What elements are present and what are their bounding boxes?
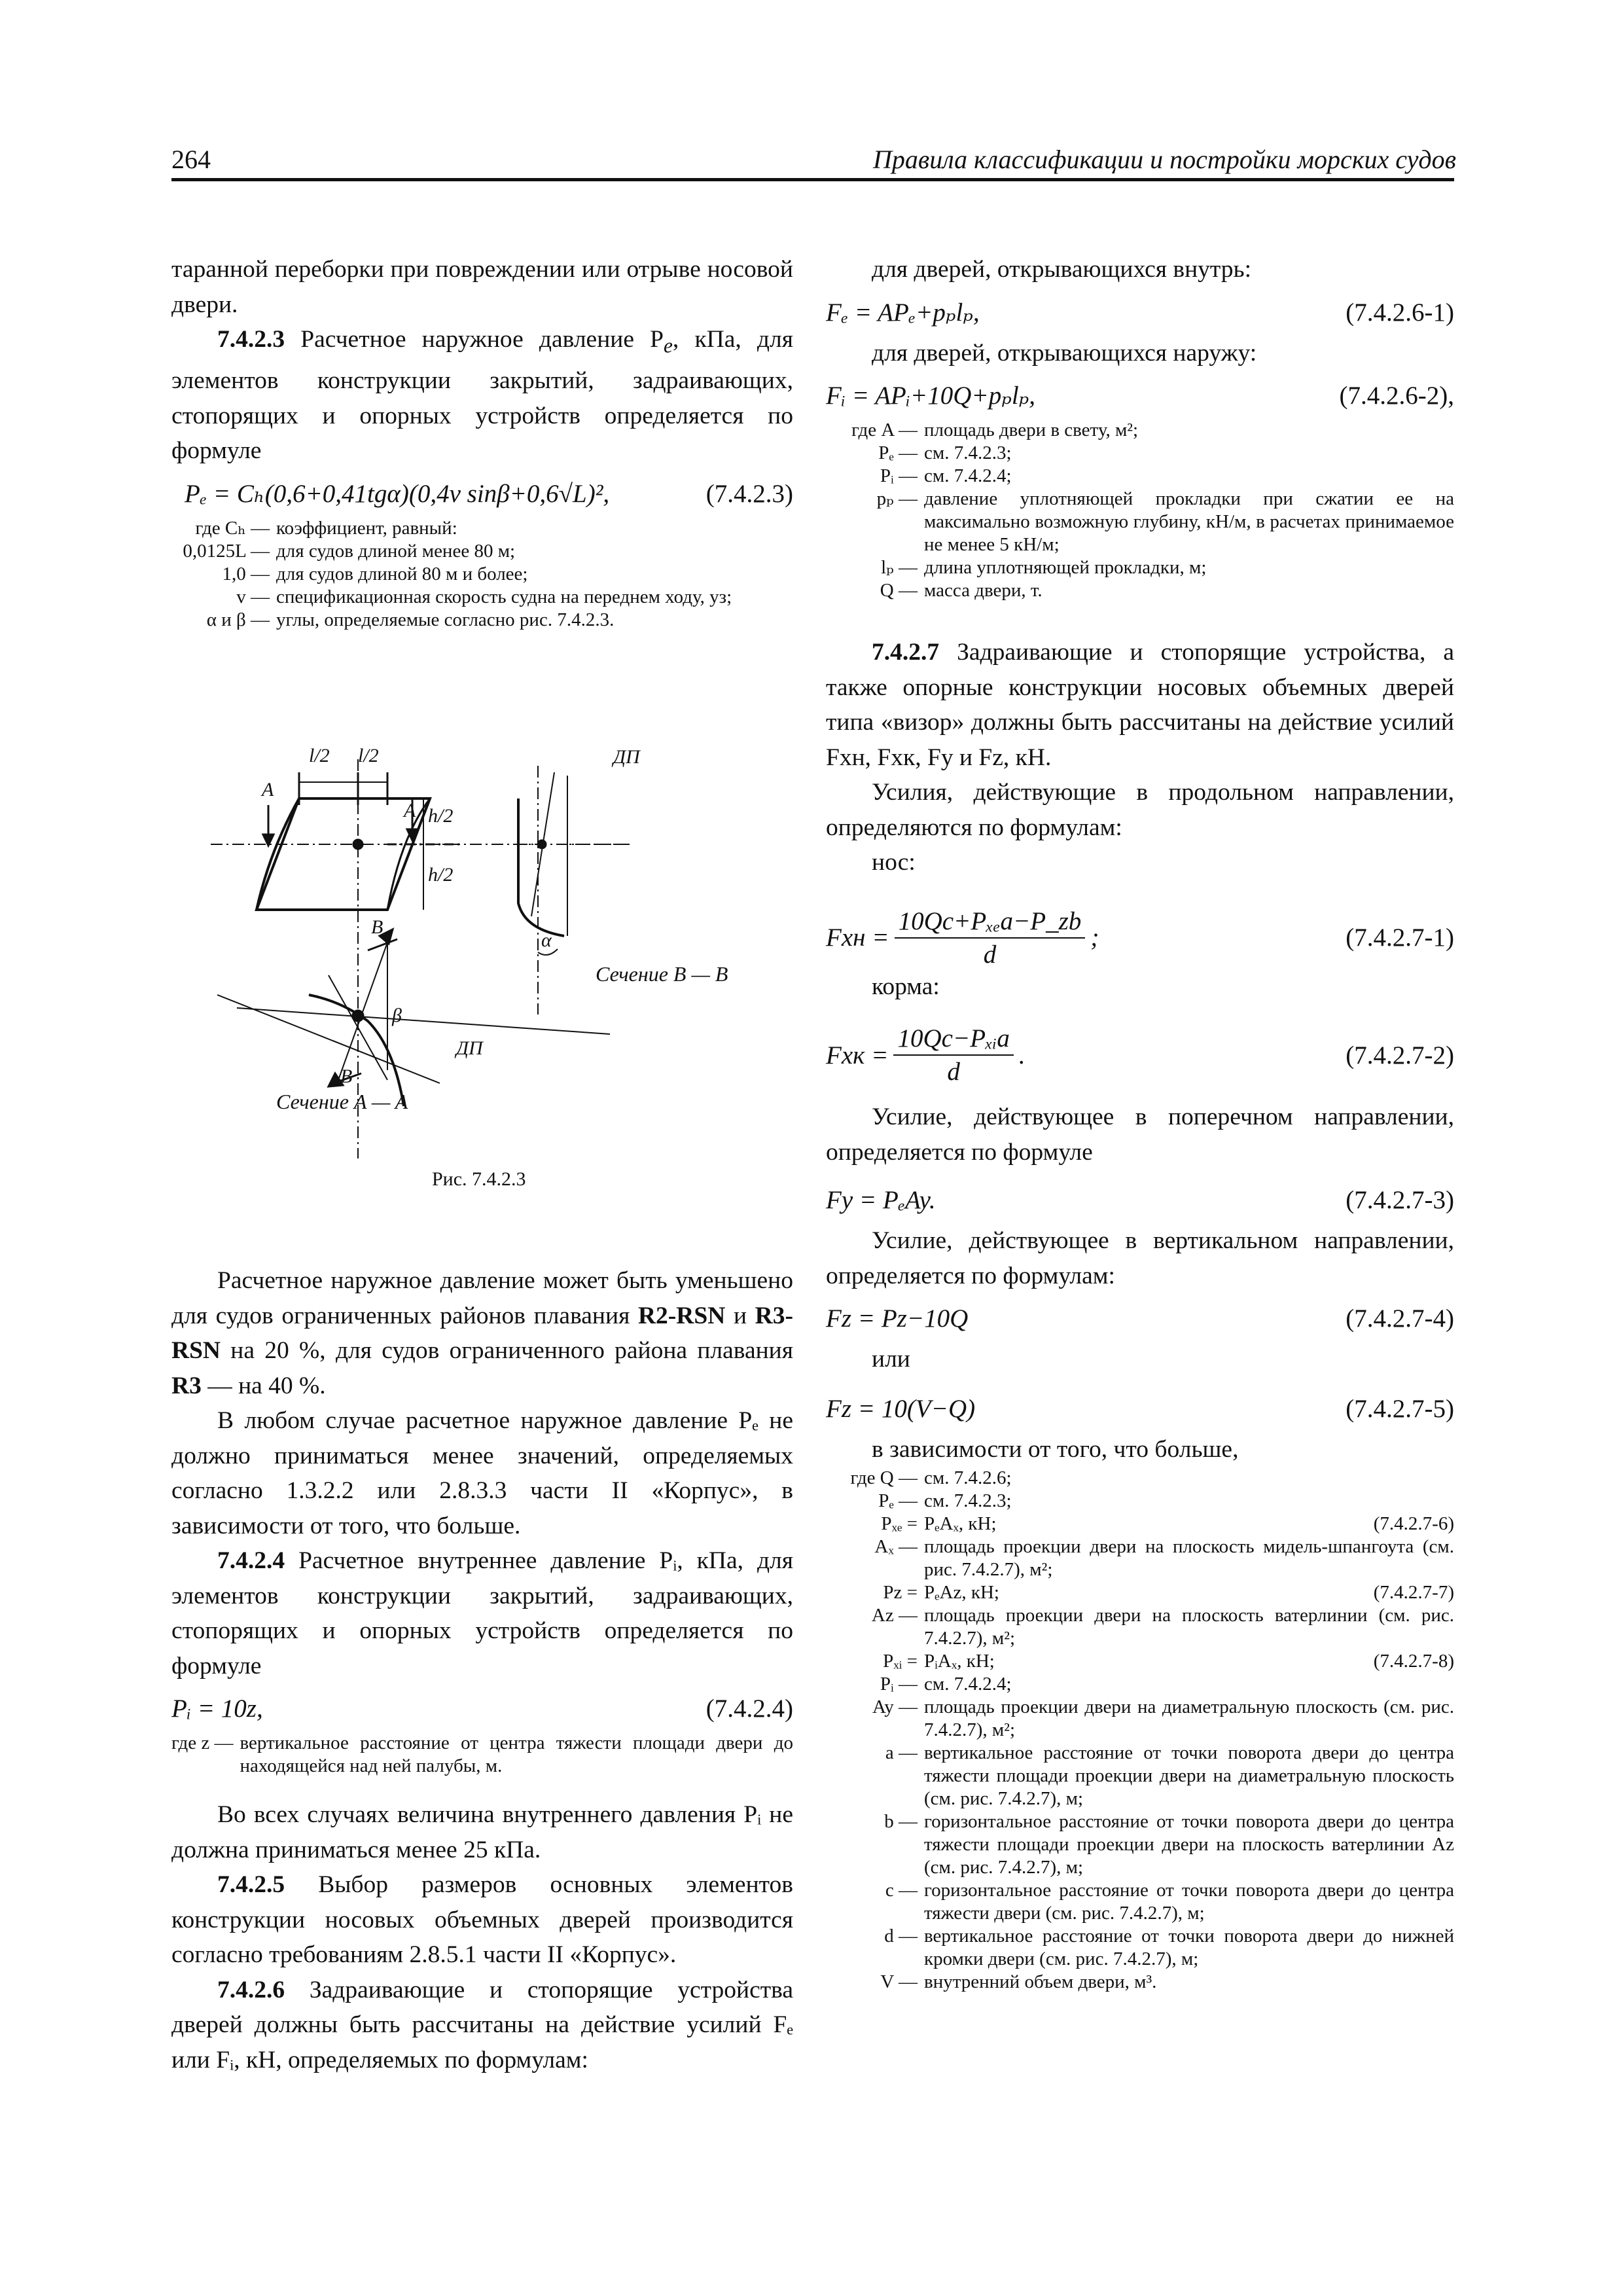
numerator: 10Qc−Pₓᵢa [893, 1024, 1013, 1056]
where-desc: вертикальное расстояние от точки поворота двери до нижней кромки двери (см. рис. 7.4.2.7), м; [924, 1926, 1454, 1969]
label-alpha: α [541, 929, 552, 951]
spacer [826, 602, 1454, 635]
section-b-caption: Сечение B — B [596, 962, 728, 986]
where-desc: см. 7.4.2.3; [924, 442, 1012, 463]
section-a-view [217, 929, 610, 1106]
where-desc: вертикальное расстояние от точки поворота двери до центра тяжести площади проекции двери на диаметральную плоскость (см. рис. 7.4.2.7), м; [924, 1742, 1454, 1809]
where-row [826, 419, 1454, 442]
where-key: 0,0125L — [183, 540, 270, 562]
text: Расчетное наружное давление может быть уменьшено для судов ограниченных районов плавания [171, 1267, 793, 1329]
where-key: lₚ — [881, 557, 918, 578]
paragraph: для дверей, открывающихся внутрь: [872, 256, 1252, 283]
left-column-lower [171, 1263, 793, 2077]
text: Выбор размеров основных элементов конструкции носовых объемных дверей производится согласно требованиям 2.8.5.1 части II «Корпус». [171, 1871, 793, 1968]
equation-number: (7.4.2.3) [705, 479, 793, 508]
where-key: a — [885, 1742, 918, 1763]
label-a: A [404, 800, 416, 821]
paragraph-7-4-2-3 [171, 322, 793, 469]
where-key: Pᵢ — [880, 1674, 918, 1695]
section-point [538, 840, 546, 848]
clause-number: 7.4.2.7 [872, 639, 940, 666]
where-row [171, 1732, 793, 1778]
where-key: V — [880, 1971, 918, 1992]
where-desc: углы, определяемые согласно рис. 7.4.2.3. [276, 609, 615, 630]
where-list-3 [826, 419, 1454, 602]
where-key: Pₓᵢ = [883, 1651, 918, 1672]
section-profile [518, 798, 564, 936]
equation-7-4-2-7-3 [826, 1181, 1454, 1219]
where-desc-text: PₑAₓ, кН; [924, 1513, 997, 1534]
where-desc [918, 1650, 1454, 1673]
where-row [826, 1673, 1454, 1696]
where-desc: горизонтальное расстояние от точки поворота двери до центра тяжести площади проекции двери на плоскость ватерлинии Az (см. рис. 7.4.2.7), м; [924, 1811, 1454, 1878]
figure-caption: Рис. 7.4.2.3 [432, 1168, 526, 1190]
fraction [893, 1024, 1013, 1086]
formula [826, 906, 1099, 969]
paragraph: В любом случае расчетное наружное давление Pₑ не должно приниматься менее значений, определяемых согласно 1.3.2.2 или 2.8.3.3 части II «Корпус», в зависимости от того, что больше. [171, 1407, 793, 1539]
where-desc: вертикальное расстояние от центра тяжести площади двери до находящейся над ней палубы, м. [240, 1732, 793, 1776]
where-key: Pₑ — [878, 442, 918, 463]
where-row [826, 1650, 1454, 1673]
equation-number: (7.4.2.7-3) [1346, 1186, 1454, 1214]
where-row [826, 1581, 1454, 1604]
where-row [171, 517, 793, 540]
where-row [826, 1696, 1454, 1742]
where-key: α и β — [206, 609, 270, 630]
formula: Pᵢ = 10z, [171, 1695, 263, 1723]
equation-7-4-2-6-1 [826, 294, 1454, 332]
equation-7-4-2-7-4 [826, 1300, 1454, 1338]
where-desc [918, 1513, 1454, 1535]
where-desc: давление уплотняющей прокладки при сжатии ее на максимально возможную глубину, кН/м, в расчетах принимаемое не менее 5 кН/м; [924, 488, 1454, 555]
spacer [171, 1778, 793, 1797]
where-row [826, 488, 1454, 556]
base-line [237, 1008, 610, 1034]
numerator: 10Qc+Pₓₑa−P_zb [895, 906, 1086, 939]
where-key: c — [885, 1880, 918, 1901]
where-row [826, 1810, 1454, 1879]
text: Задраивающие и стопорящие устройства дверей должны быть рассчитаны на действие усилий Fₑ или Fᵢ, кН, определяемых по формулам: [171, 1976, 793, 2073]
where-key: Pz = [883, 1582, 918, 1603]
lhs: Fхк = [826, 1041, 889, 1069]
where-list-2 [171, 1732, 793, 1778]
bold-term: R3-RSN [171, 1302, 793, 1364]
header-rule [171, 178, 1454, 181]
formula [826, 1024, 1026, 1086]
formula: Fᵢ = APᵢ+10Q+pₚlₚ, [826, 382, 1035, 410]
paragraph: для дверей, открывающихся наружу: [872, 339, 1257, 367]
label-b: B [340, 1066, 353, 1087]
section-a-caption: Сечение A — A [276, 1090, 408, 1113]
clause-number: 7.4.2.4 [217, 1547, 285, 1574]
formula: Fz = Pz−10Q [826, 1304, 969, 1333]
paragraph: нос: [872, 849, 916, 876]
paragraph: Усилия, действующие в продольном направлении, определяются по формулам: [826, 779, 1454, 841]
tail: ; [1090, 924, 1099, 952]
paragraph-7-4-2-5 [171, 1867, 793, 1973]
where-desc: см. 7.4.2.4; [924, 1674, 1012, 1695]
where-row [171, 540, 793, 563]
formula: Fz = 10(V−Q) [826, 1394, 976, 1423]
bold-term: R2-RSN [637, 1302, 726, 1329]
equation-number: (7.4.2.7-7) [1373, 1582, 1454, 1603]
where-row [826, 556, 1454, 579]
clause-number: 7.4.2.5 [217, 1871, 285, 1898]
where-desc-text: PᵢAₓ, кН; [924, 1651, 995, 1672]
formula: Fₑ = APₑ+pₚlₚ, [826, 298, 980, 327]
paragraph: корма: [872, 973, 940, 1000]
text: и [725, 1302, 755, 1329]
where-row [826, 442, 1454, 465]
text: — на 40 %. [201, 1372, 326, 1399]
denominator: d [983, 940, 997, 969]
equation-number: (7.4.2.7-2) [1346, 1041, 1454, 1069]
where-key: Pᵢ — [880, 465, 918, 486]
where-row [826, 1490, 1454, 1513]
equation-7-4-2-6-2 [826, 377, 1454, 415]
page-number: 264 [171, 145, 211, 174]
where-desc: площадь проекции двери на плоскость мидель-шпангоута (см. рис. 7.4.2.7), м²; [924, 1536, 1454, 1580]
equation-number: (7.4.2.7-5) [1346, 1394, 1454, 1423]
where-key: b — [884, 1811, 918, 1832]
tail: . [1018, 1041, 1026, 1069]
paragraph: Во всех случаях величина внутреннего давления Pᵢ не должна приниматься менее 25 кПа. [171, 1801, 793, 1863]
where-key: где A — [851, 420, 918, 440]
clause-number: 7.4.2.3 [217, 326, 285, 353]
where-row [171, 563, 793, 586]
where-key: где z — [171, 1732, 234, 1753]
where-row [826, 1535, 1454, 1581]
where-desc: горизонтальное расстояние от точки поворота двери до центра тяжести двери (см. рис. 7.4.2.7), м; [924, 1880, 1454, 1924]
where-key: 1,0 — [203, 563, 270, 584]
where-key: где Cₕ — [195, 517, 270, 539]
equation-number: (7.4.2.7-4) [1346, 1304, 1454, 1333]
left-column [171, 252, 793, 632]
where-desc: см. 7.4.2.3; [924, 1490, 1012, 1511]
equation-number: (7.4.2.7-8) [1373, 1651, 1454, 1672]
lhs: Fхн = [826, 924, 889, 952]
fraction [895, 906, 1086, 969]
where-key: Pₓₑ = [881, 1513, 918, 1534]
figure-7-4-2-3 [171, 740, 793, 1237]
equation-7-4-2-7-1 [826, 906, 1454, 969]
center-point [353, 840, 363, 849]
section-point [353, 1011, 363, 1021]
text: , кПа, для элементов конструкции закрытий, задраивающих, стопорящих и опорных устройств определяется по формуле [171, 326, 793, 464]
text: на 20 %, для судов ограниченного района плавания [221, 1337, 793, 1364]
equation-number: (7.4.2.7-6) [1373, 1513, 1454, 1534]
label-dp: ДП [456, 1037, 483, 1059]
label-b: B [371, 916, 383, 938]
where-key: d — [884, 1926, 918, 1946]
equation-7-4-2-7-5 [826, 1390, 1454, 1428]
where-row [826, 1513, 1454, 1535]
where-desc-text: PₑAz, кН; [924, 1582, 999, 1603]
where-desc: площадь проекции двери на плоскость ватерлинии (см. рис. 7.4.2.7), м²; [924, 1605, 1454, 1649]
label-l2: l/2 [309, 745, 330, 766]
paragraph: таранной переборки при повреждении или отрыве носовой двери. [171, 256, 793, 318]
where-row [826, 1604, 1454, 1650]
equation-number: (7.4.2.7-1) [1346, 924, 1454, 952]
text: Расчетное наружное давление P [285, 326, 664, 353]
where-row [826, 1467, 1454, 1490]
where-desc: площадь двери в свету, м²; [924, 420, 1139, 440]
where-row [826, 1971, 1454, 1994]
paragraph: Усилие, действующее в вертикальном направлении, определяется по формулам: [826, 1227, 1454, 1289]
where-desc: для судов длиной 80 м и более; [276, 563, 528, 584]
subscript: e [664, 334, 673, 357]
equation-number: (7.4.2.6-1) [1346, 298, 1454, 327]
where-desc: внутренний объем двери, м³. [924, 1971, 1157, 1992]
label-l2: l/2 [358, 745, 379, 766]
where-key: Pₑ — [878, 1490, 918, 1511]
right-column [826, 252, 1454, 1994]
where-desc: коэффициент, равный: [276, 517, 457, 539]
where-desc: площадь проекции двери на диаметральную плоскость (см. рис. 7.4.2.7), м²; [924, 1696, 1454, 1740]
paragraph-7-4-2-4 [171, 1543, 793, 1683]
equation-7-4-2-7-2 [826, 1024, 1454, 1086]
dp-line [217, 995, 440, 1083]
where-row [826, 465, 1454, 488]
where-row [826, 1879, 1454, 1925]
where-key: где Q — [850, 1467, 918, 1488]
denominator: d [947, 1058, 960, 1086]
where-desc: см. 7.4.2.4; [924, 465, 1012, 486]
where-desc: длина уплотняющей прокладки, м; [924, 557, 1207, 578]
clause-number: 7.4.2.6 [217, 1976, 285, 2003]
label-h2: h/2 [428, 864, 454, 886]
where-key: Aₓ — [874, 1536, 918, 1557]
paragraph [171, 1263, 793, 1403]
where-desc: для судов длиной менее 80 м; [276, 540, 516, 562]
equation-number: (7.4.2.6-2), [1339, 382, 1454, 410]
paragraph: или [872, 1346, 910, 1372]
label-a: A [262, 779, 274, 800]
where-key: pₚ — [876, 488, 918, 509]
equation-number: (7.4.2.4) [705, 1695, 793, 1723]
running-title: Правила классификации и постройки морских судов [872, 145, 1456, 174]
text: Задраивающие и стопорящие устройства, а также опорные конструкции носовых объемных дверей типа «визор» должны быть рассчитаны на действие усилий Fхн, Fхк, Fy и Fz, кН. [826, 639, 1454, 771]
where-row [826, 579, 1454, 602]
where-row [171, 609, 793, 632]
where-desc: см. 7.4.2.6; [924, 1467, 1012, 1488]
formula: Pₑ = Cₕ(0,6+0,41tgα)(0,4v sinβ+0,6√L)², [185, 479, 610, 508]
where-row [826, 1742, 1454, 1810]
where-list-4 [826, 1467, 1454, 1994]
paragraph-7-4-2-6 [171, 1973, 793, 2078]
where-desc [918, 1581, 1454, 1604]
where-desc: спецификационная скорость судна на переднем ходу, уз; [276, 586, 732, 607]
where-row [171, 586, 793, 609]
where-key: v — [198, 586, 270, 607]
label-h2: h/2 [428, 805, 454, 827]
text: Расчетное внутреннее давление Pᵢ, кПа, для элементов конструкции закрытий, задраивающих, стопорящих и опорных устройств определяется по формуле [171, 1547, 793, 1679]
b-marker [368, 939, 397, 950]
bold-term: R3 [171, 1372, 202, 1399]
where-row [826, 1925, 1454, 1971]
formula: Fy = PₑAy. [826, 1186, 936, 1214]
paragraph: в зависимости от того, что больше, [872, 1435, 1239, 1463]
where-key: Q — [880, 580, 918, 601]
equation-7-4-2-4 [171, 1690, 793, 1728]
label-beta: β [392, 1005, 402, 1026]
where-key: Az — [871, 1605, 918, 1626]
paragraph-7-4-2-7 [826, 635, 1454, 775]
label-dp: ДП [613, 746, 640, 768]
where-key: Ay — [872, 1696, 918, 1717]
figure-drawing [171, 740, 793, 1172]
where-desc: масса двери, т. [924, 580, 1043, 601]
paragraph: Усилие, действующее в поперечном направлении, определяется по формуле [826, 1103, 1454, 1166]
equation-7-4-2-3 [171, 475, 793, 513]
where-list-1 [171, 517, 793, 632]
